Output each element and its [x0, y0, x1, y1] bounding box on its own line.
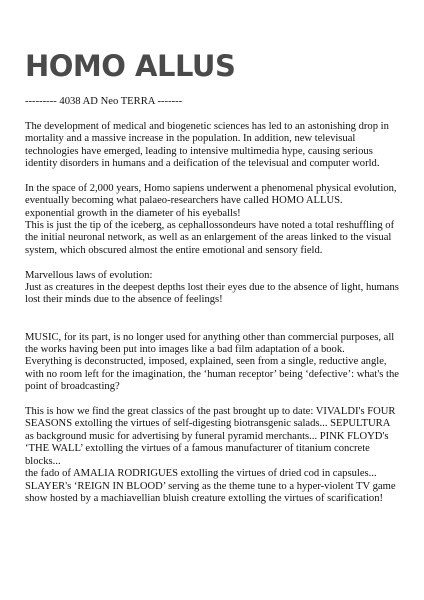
paragraph-line: Everything is deconstructed, imposed, explained, seen from a single, reductive angle, with no room left for the imagination, the ‘human receptor’ being ‘defective’: what's the point of broadcasting?	[25, 356, 399, 393]
paragraph-line: the fado of AMALIA RODRIGUES extolling the virtues of dried cod in capsules... SLAYER's ‘REIGN IN BLOOD’ serving as the theme tune to a hyper-violent TV game show hosted by a machiavellian bluish creature extolling the virtues of scarification!	[25, 468, 396, 504]
paragraph-line: This is how we find the great classics of the past brought up to date: VIVALDI's FOUR SEASONS extolling the virtues of self-digesting biotransgenic salads... SEPULTURA as background music for advertising by funeral pyramid merchants... PINK FLOYD's ‘THE WALL’ extolling the virtues of a famous manufacturer of titanium concrete blocks...	[25, 406, 396, 467]
paragraph-music	[25, 332, 399, 394]
paragraph-line: Marvellous laws of evolution:	[25, 269, 153, 281]
document-body	[25, 96, 399, 505]
document-title: HOMO ALLUS	[25, 49, 236, 83]
paragraph-line: In the space of 2,000 years, Homo sapiens underwent a phenomenal physical evolution, eventually becoming what palaeo-researchers have called HOMO ALLUS.	[25, 182, 397, 207]
paragraph-evolution	[25, 183, 399, 257]
paragraph-line: This is just the tip of the iceberg, as cephallossondeurs have noted a total reshuffling of the initial neuronal network, as well as an enlargement of the areas linked to the visual system, which obscured almost the entire emotional and sensory field.	[25, 220, 395, 256]
paragraph-line: The development of medical and biogenetic sciences has led to an astonishing drop in mortality and a massive increase in the population. In addition, new televisual technologies have emerged, leading to intensive multimedia hype, causing serious identity disorders in humans and a deification of the televisual and computer world.	[25, 120, 389, 170]
paragraph-line: MUSIC, for its part, is no longer used for anything other than commercial purposes, all the works having been put into images like a bad film adaptation of a book.	[25, 331, 395, 356]
paragraph-laws	[25, 270, 399, 307]
document-subtitle: --------- 4038 AD Neo TERRA -------	[25, 96, 183, 107]
paragraph-line: Just as creatures in the deepest depths lost their eyes due to the absence of light, humans lost their minds due to the absence of feelings!	[25, 282, 399, 306]
paragraph-line: exponential growth in the diameter of his eyeballs!	[25, 207, 241, 219]
paragraph-classics	[25, 406, 399, 505]
paragraph-intro	[25, 121, 399, 171]
